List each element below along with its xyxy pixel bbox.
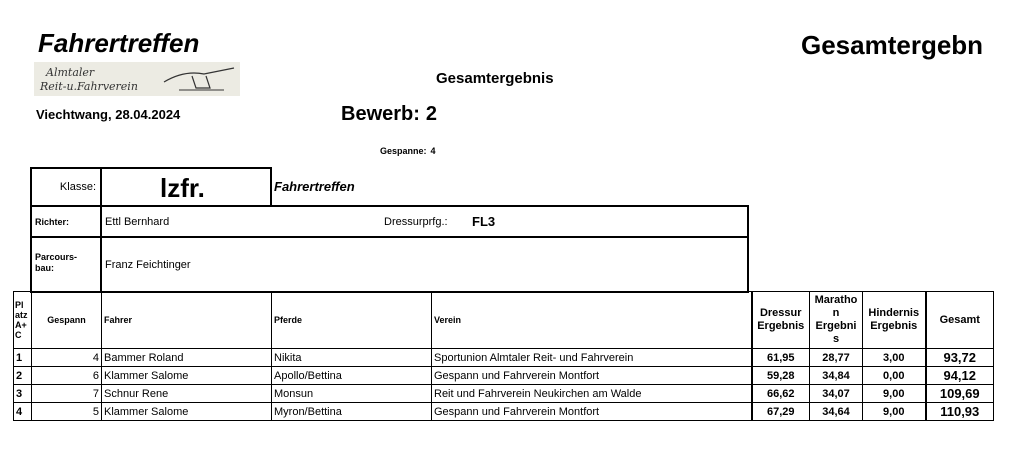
header-pferde: Pferde	[272, 292, 432, 349]
klasse-name: Fahrertreffen	[274, 179, 355, 194]
header-marathon: Maratho n Ergebni s	[810, 292, 863, 349]
cell-gespann: 6	[32, 367, 102, 385]
cell-verein: Gespann und Fahrverein Montfort	[432, 403, 752, 421]
results-subtitle: Gesamtergebnis	[436, 70, 554, 87]
cell-gespann: 4	[32, 349, 102, 367]
svg-text:Reit-u.Fahrverein: Reit-u.Fahrverein	[40, 80, 138, 93]
cell-fahrer: Bammer Roland	[102, 349, 272, 367]
klasse-label: Klasse:	[59, 181, 96, 193]
cell-verein: Reit und Fahrverein Neukirchen am Walde	[432, 385, 752, 403]
header-gespann: Gespann	[32, 292, 102, 349]
header-fahrer: Fahrer	[102, 292, 272, 349]
richter-label-box	[30, 205, 102, 238]
cell-verein: Sportunion Almtaler Reit- und Fahrverein	[432, 349, 752, 367]
parcours-label-box	[30, 236, 102, 293]
parcours-label: Parcours- bau:	[35, 252, 78, 273]
cell-platz: 1	[14, 349, 32, 367]
cell-hindernis: 3,00	[863, 349, 926, 367]
svg-text:Almtaler: Almtaler	[46, 66, 95, 79]
cell-dressur: 59,28	[752, 367, 810, 385]
place-date: Viechtwang, 28.04.2024	[36, 107, 181, 122]
cell-gesamt: 109,69	[926, 385, 994, 403]
cell-dressur: 61,95	[752, 349, 810, 367]
gespanne-value: 4	[430, 146, 436, 156]
cell-dressur: 67,29	[752, 403, 810, 421]
table-header-row	[14, 292, 994, 349]
header-dressur: Dressur Ergebnis	[752, 292, 810, 349]
bewerb-heading	[341, 103, 437, 126]
richter-value-box	[100, 205, 749, 238]
cell-gesamt: 94,12	[926, 367, 994, 385]
cell-hindernis: 9,00	[863, 385, 926, 403]
cell-gespann: 5	[32, 403, 102, 421]
cell-platz: 4	[14, 403, 32, 421]
cell-marathon: 34,64	[810, 403, 863, 421]
page-title-right: Gesamtergebn	[801, 30, 984, 60]
klasse-value: lzfr.	[160, 173, 205, 203]
header-platz: Pl atz A+ C	[14, 292, 32, 349]
cell-platz: 2	[14, 367, 32, 385]
richter-label: Richter:	[35, 217, 70, 227]
dressur-label: Dressurprfg.:	[384, 216, 448, 228]
results-table	[13, 291, 994, 421]
cell-gesamt: 93,72	[926, 349, 994, 367]
bewerb-value: 2	[425, 103, 438, 125]
cell-hindernis: 0,00	[863, 367, 926, 385]
cell-pferde: Myron/Bettina	[272, 403, 432, 421]
cell-dressur: 66,62	[752, 385, 810, 403]
cell-fahrer: Klammer Salome	[102, 367, 272, 385]
cell-marathon: 34,07	[810, 385, 863, 403]
cell-marathon: 34,84	[810, 367, 863, 385]
cell-hindernis: 9,00	[863, 403, 926, 421]
table-row	[14, 367, 994, 385]
table-row	[14, 349, 994, 367]
bewerb-label: Bewerb:	[341, 103, 420, 125]
dressur-value: FL3	[472, 214, 496, 229]
cell-fahrer: Schnur Rene	[102, 385, 272, 403]
richter-value: Ettl Bernhard	[105, 216, 170, 228]
cell-verein: Gespann und Fahrverein Montfort	[432, 367, 752, 385]
table-row	[14, 403, 994, 421]
header-gesamt: Gesamt	[926, 292, 994, 349]
cell-marathon: 28,77	[810, 349, 863, 367]
event-title: Fahrertreffen	[38, 28, 200, 58]
gespanne-count	[380, 146, 436, 156]
klasse-value-box	[100, 167, 272, 207]
cell-pferde: Monsun	[272, 385, 432, 403]
parcours-value-box	[100, 236, 749, 293]
cell-gespann: 7	[32, 385, 102, 403]
gespanne-label: Gespanne:	[380, 146, 427, 156]
table-row	[14, 385, 994, 403]
klasse-label-box	[30, 167, 102, 207]
header-hindernis: Hindernis Ergebnis	[863, 292, 926, 349]
header-verein: Verein	[432, 292, 752, 349]
cell-pferde: Apollo/Bettina	[272, 367, 432, 385]
cell-platz: 3	[14, 385, 32, 403]
club-logo	[34, 62, 240, 96]
cell-fahrer: Klammer Salome	[102, 403, 272, 421]
cell-gesamt: 110,93	[926, 403, 994, 421]
cell-pferde: Nikita	[272, 349, 432, 367]
parcours-value: Franz Feichtinger	[105, 259, 191, 271]
